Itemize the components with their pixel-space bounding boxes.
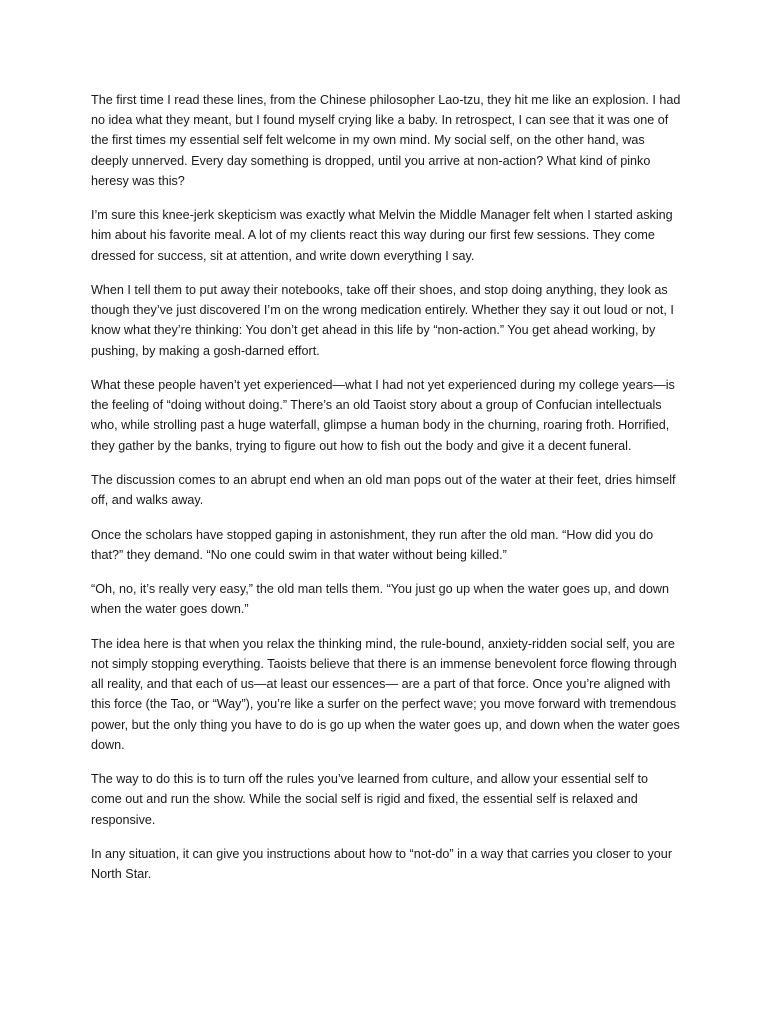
paragraph-7: “Oh, no, it’s really very easy,” the old man tells them. “You just go up when the water goes up, and down when the water goes down.” bbox=[91, 582, 669, 617]
paragraph-4: What these people haven’t yet experienced—what I had not yet experienced during my college years—is the feeling of “doing without doing.” There’s an old Taoist story about a group of Confucian intellectuals who, while strolling past a huge waterfall, glimpse a human body in the churning, roaring froth. Horrified, they gather by the banks, trying to figure out how to fish out the body and give it a decent funeral. bbox=[91, 378, 675, 453]
paragraph-5: The discussion comes to an abrupt end when an old man pops out of the water at their feet, dries himself off, and walks away. bbox=[91, 473, 676, 508]
paragraph-6: Once the scholars have stopped gaping in astonishment, they run after the old man. “How did you do that?” they demand. “No one could swim in that water without being killed.” bbox=[91, 527, 654, 562]
paragraph-8: The idea here is that when you relax the thinking mind, the rule-bound, anxiety-ridden social self, you are not simply stopping everything. Taoists believe that there is an immense benevolent force flowing through all reality, and that each of us—at least our essences— are a part of that force. Once you’re aligned with this force (the Tao, or “Way”), you’re like a surfer on the perfect wave; you move forward with tremendous power, but the only thing you have to do is go up when the water goes up, and down when the water goes down. bbox=[91, 636, 680, 752]
paragraph-3: When I tell them to put away their notebooks, take off their shoes, and stop doing anything, they look as though they’ve just discovered I’m on the wrong medication entirely. Whether they say it out loud or not, I know what they’re thinking: You don’t get ahead in this life by “non-action.” You get ahead working, by pushing, by making a gosh-darned effort. bbox=[91, 283, 674, 358]
document-body bbox=[91, 90, 681, 899]
paragraph-10: In any situation, it can give you instructions about how to “not-do” in a way that carries you closer to your North Star. bbox=[91, 846, 673, 882]
paragraph-2: I’m sure this knee-jerk skepticism was exactly what Melvin the Middle Manager felt when I started asking him about his favorite meal. A lot of my clients react this way during our first few sessions. They come dressed for success, sit at attention, and write down everything I say. bbox=[91, 208, 673, 263]
paragraph-1: The first time I read these lines, from the Chinese philosopher Lao-tzu, they hit me like an explosion. I had no idea what they meant, but I found myself crying like a baby. In retrospect, I can see that it was one of the first times my essential self felt welcome in my own mind. My social self, on the other hand, was deeply unnerved. Every day something is dropped, until you arrive at non-action? What kind of pinko heresy was this? bbox=[91, 93, 681, 188]
paragraph-9: The way to do this is to turn off the rules you’ve learned from culture, and allow your essential self to come out and run the show. While the social self is rigid and fixed, the essential self is relaxed and responsive. bbox=[91, 772, 648, 827]
